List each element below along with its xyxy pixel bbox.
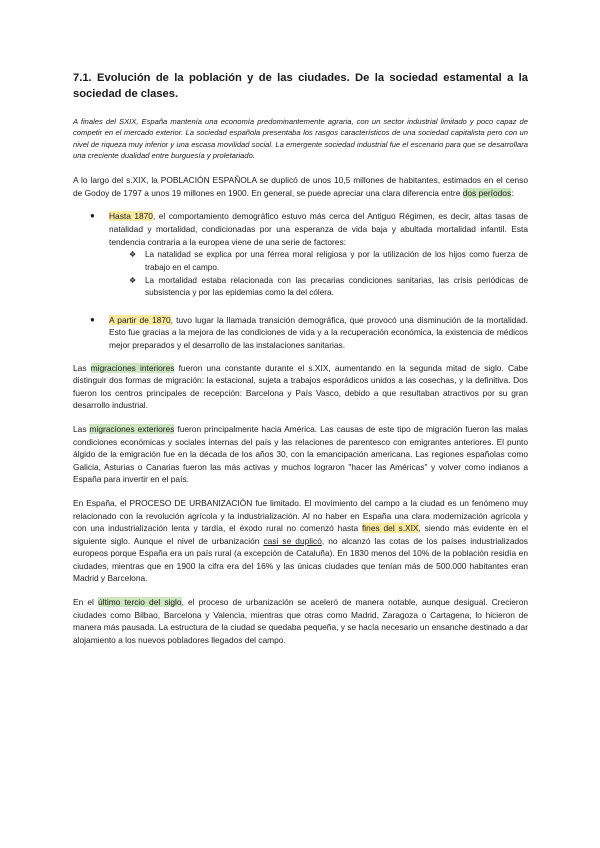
sublist-item-mortalidad — [109, 275, 528, 300]
late-century-paragraph — [73, 596, 528, 646]
internal-migration-paragraph — [73, 362, 528, 412]
text-run: , no alcanzó las cotas de los países industrializados europeos porque España era un país rural (a excepción de Cataluña). En 1830 menos del 10% de la población residía en ciudades, mientras que en 1900 la cifra era del 16% y las únicas ciudades que tenían más de 500.000 habitantes eran Madrid y Barcelona. — [73, 535, 528, 584]
factors-sublist — [109, 249, 528, 300]
highlight-yellow: A partir de 1870 — [109, 314, 171, 325]
text-run: , tuvo lugar la llamada transición demográfica, que provocó una disminución de la mortalidad. Esto fue gracias a la mejora de las condiciones de vida y a la recuperación económica, la existencia de médicos mejor preparados y el desarrollo de las instalaciones sanitarias. — [109, 314, 528, 350]
periods-list — [73, 210, 528, 351]
text-run: La natalidad se explica por una férrea moral religiosa y por la utilización de los hijos como fuerza de trabajo en el campo. — [145, 250, 528, 272]
external-migration-paragraph — [73, 423, 528, 486]
text-run: , siendo más evidente en el siguiente siglo. Aunque el nivel de urbanización — [73, 523, 528, 546]
text-run: En el — [73, 597, 98, 608]
list-item-until-1870 — [73, 210, 528, 299]
diamond-bullet-icon: ❖ — [129, 250, 137, 260]
text-run: Las — [73, 423, 90, 434]
bullet-icon: ● — [90, 211, 95, 221]
text-run: En España, el PROCESO DE URBANIZACIÓN fue limitado. El movimiento del campo a la ciudad es un fenómeno muy relacionado con la revolución agrícola y la industrialización. Al no haber en España una clara modernización agrícola y con una industrialización lenta y tardía, el éxodo rural no comenzó hasta — [73, 497, 528, 534]
text-run: , el comportamiento demográfico estuvo más cerca del Antiguo Régimen, es decir, altas tasas de natalidad y mortalidad, condicionadas por una esperanza de vida baja y abultada mortalidad infantil. Esta tendencia contraria a la europea viene de una serie de factores: — [109, 211, 528, 247]
urbanization-paragraph — [73, 497, 528, 585]
sublist-item-natalidad — [109, 249, 528, 274]
diamond-bullet-icon: ❖ — [129, 275, 137, 285]
intro-paragraph: A finales del SXIX, España mantenía una economía predominantemente agraria, con un sector industrial limitado y poco capaz de competir en el mercado exterior. La sociedad española presentaba los rasgos característicos de una sociedad capitalista pero con un nivel de riqueza muy inferior y una escasa movilidad social. La emergente sociedad industrial fue el escenario para que se desarrollara una creciente dualidad entre burguesía y proletariado. — [73, 117, 528, 160]
population-paragraph — [73, 174, 528, 199]
highlight-green: migraciones interiores — [90, 362, 175, 373]
highlight-green: último tercio del siglo — [98, 597, 182, 608]
text-run: Las — [73, 362, 91, 373]
text-run: : — [511, 187, 514, 198]
page-title: 7.1. Evolución de la población y de las ciudades. De la sociedad estamental a la sociedad de clases. — [73, 72, 528, 100]
highlight-yellow: fines del s.XIX — [361, 523, 419, 534]
highlight-green: migraciones exteriores — [89, 423, 175, 434]
text-run: , el proceso de urbanización se aceleró de manera notable, aunque desigual. Crecieron ciudades como Bilbao, Barcelona y Valencia, mientras que otras como Madrid, Zaragoza o Cartagena, lo hicieron de manera más pausada. La estructura de la ciudad se quedaba pequeña, y se hacía necesario un ensanche destinado a dar alojamiento a los nuevos pobladores llegados del campo. — [73, 597, 529, 645]
list-item-from-1870 — [73, 314, 528, 352]
bullet-icon: ● — [90, 314, 95, 324]
highlight-yellow: Hasta 1870 — [109, 211, 153, 222]
underlined-text: casi se duplicó — [263, 535, 322, 546]
text-run: A lo largo del s.XIX, la POBLACIÓN ESPAÑOLA se duplicó de unos 10,5 millones de habitantes, estimados en el censo de Godoy de 1797 a unos 19 millones en 1900. En general, se puede apreciar una clara diferencia entre — [73, 175, 528, 198]
highlight-green: dos períodos — [462, 187, 512, 198]
page-content — [73, 70, 528, 657]
text-run: La mortalidad estaba relacionada con las precarias condiciones sanitarias, las crisis periódicas de subsistencia y por las epidemias como la del cólera. — [145, 275, 528, 298]
text-run: fueron principalmente hacia América. Las causas de este tipo de migración fueron las malas condiciones económicas y sociales internas del país y las relaciones de parentesco con emigrantes anteriores. El punto álgido de la emigración fue en la década de los años 30, con la emancipación americana. Las regiones españolas como Galicia, Asturias o Canarias fueron las más activas y muchos lograron "hacer las Américas" y volver como indianos a España para invertir en el país. — [73, 423, 528, 485]
text-run: fueron una constante durante el s.XIX, aumentando en la segunda mitad de siglo. Cabe distinguir dos formas de migración: la estacional, sujeta a trabajos esporádicos unidos a las cosechas, y la definitiva. Dos fueron los centros principales de recepción: Barcelona y País Vasco, debido a que resultaban atractivos por su gran desarrollo industrial. — [73, 362, 528, 411]
